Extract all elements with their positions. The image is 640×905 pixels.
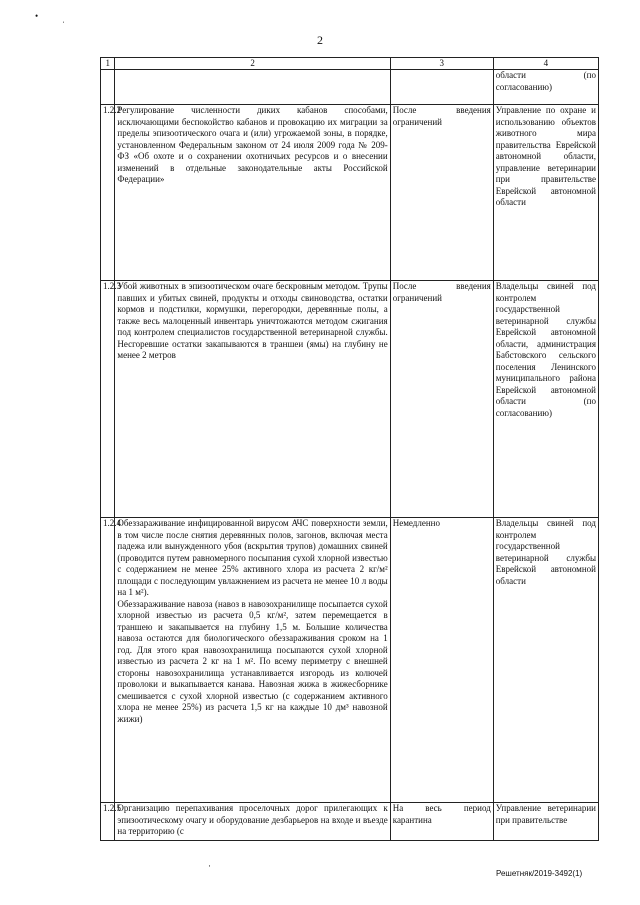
row-number [101,70,115,105]
row-measure [115,518,390,803]
table-row [101,105,599,281]
table-row [101,803,599,841]
row-measure [115,70,390,105]
measure-paragraph: Обеззараживание инфицированной вирусом АЧС поверхности земли, в том числе после снятия деревянных полов, загонов, включая места падежа или вынужденного убоя (вскрытия трупов) домашних свиней (проводится путем равномерного посыпания сухой хлорной известью с содержанием не менее 25% активного хлора из расчета 2 кг/м² площади с последующим увлажнением из расчета не менее 10 л воды на 1 м²). [117,518,388,597]
measures-table [100,57,599,841]
table-row [101,281,599,518]
row-executor: области (по согласованию) [493,70,598,105]
header-cell: 2 [115,58,390,70]
document-code: Решетняк/2019-3492(1) [496,869,583,878]
row-executor: Управление по охране и использованию объектов животного мира правительства Еврейской автономной области, управление ветеринарии при правительстве Еврейской автономной области [493,105,598,281]
row-number: 1.2.3 [101,281,115,518]
scan-speck: · [208,861,211,871]
row-measure: Убой животных в эпизоотическом очаге бескровным методом. Трупы павших и убитых свиней, продукты и отходы свиноводства, остатки кормов и подстилки, кормушки, перегородки, деревянные полы, а также весь малоценный инвентарь уничтожаются методом сжигания под контролем специалистов государственной ветеринарной службы. Несгоревшие остатки закапываются в траншеи (ямы) на глубину не менее 2 метров [115,281,390,518]
row-executor: Владельцы свиней под контролем государственной ветеринарной службы Еврейской автономной области, администрация Бабстовского сельского поселения Ленинского муниципального района Еврейской автономной области (по согласованию) [493,281,598,518]
row-measure: Организацию перепахивания проселочных дорог прилегающих к эпизоотическому очагу и оборудование дезбарьеров на входе и въезде на территорию (с [115,803,390,841]
measure-paragraph: Обеззараживание навоза (навоз в навозохранилище посыпается сухой хлорной известью из расчета 0,5 кг/м², затем перемещается в траншею и закапывается на глубину 1,5 м. Большие количества навоза остаются для биологического обеззараживания сроком на 1 год. Для этого края навозохранилища посыпаются сухой хлорной известью из расчета 2 кг на 1 м². По всему периметру с внешней стороны навозохранилища устанавливается изгородь из колючей проволоки и выкапывается канава. Навозная жижа в жижесборнике смешивается с сухой хлорной известью (с содержанием активного хлора не менее 25%) из расчета 1,5 кг на каждые 10 дм³ навозной жижи) [117,598,388,724]
table-row [101,518,599,803]
header-cell: 4 [493,58,598,70]
scan-speck: • [35,11,39,21]
scan-speck: ˌ [62,13,65,23]
row-term [390,70,493,105]
row-term: После введения ограничений [390,105,493,281]
row-measure: Регулирование численности диких кабанов способами, исключающими беспокойство кабанов и провокацию их миграции за пределы эпизоотического очага и (или) угрожаемой зоны, в порядке, установленном Федеральным законом от 24 июля 2009 года № 209-ФЗ «Об охоте и о сохранении охотничьих ресурсов и о внесении изменений в отдельные законодательные акты Российской Федерации» [115,105,390,281]
row-number: 1.2.4 [101,518,115,803]
page-number: 2 [317,33,323,47]
table-header-row [101,58,599,70]
row-term: После введения ограничений [390,281,493,518]
row-number: 1.2.2 [101,105,115,281]
row-term: Немедленно [390,518,493,803]
table-row [101,70,599,105]
row-executor: Владельцы свиней под контролем государственной ветеринарной службы Еврейской автономной области [493,518,598,803]
row-number: 1.2.5 [101,803,115,841]
row-executor: Управление ветеринарии при правительстве [493,803,598,841]
header-cell: 3 [390,58,493,70]
header-cell: 1 [101,58,115,70]
row-term: На весь период карантина [390,803,493,841]
